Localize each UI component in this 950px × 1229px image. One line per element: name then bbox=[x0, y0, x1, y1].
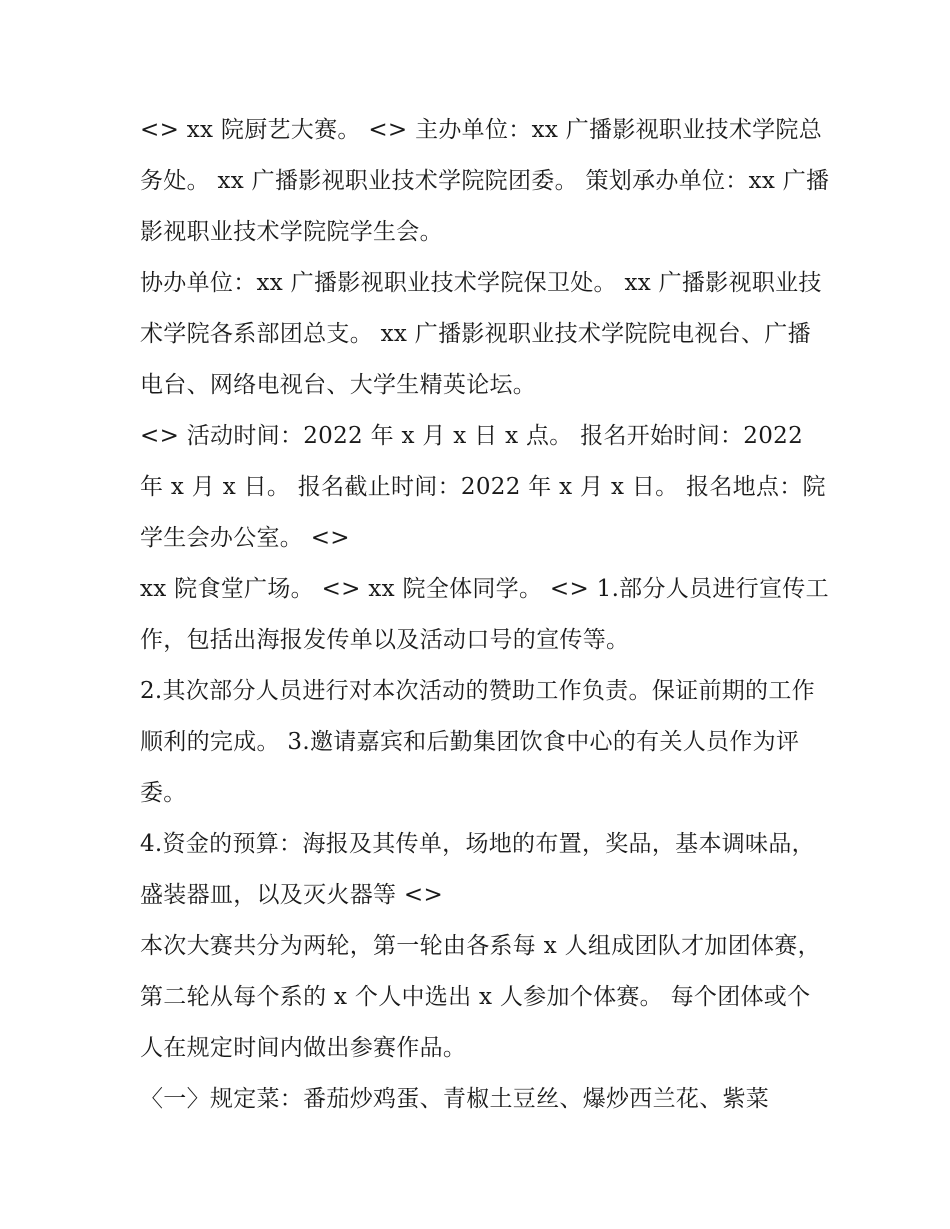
paragraph-organizers: <> xx 院厨艺大赛。 <> 主办单位：xx 广播影视职业技术学院总务处。 xx 广播影视职业技术学院院团委。 策划承办单位：xx 广播影视职业技术学院院学生会。 bbox=[140, 117, 830, 245]
paragraph-schedule: <> 活动时间：2022 年 x 月 x 日 x 点。 报名开始时间：2022 年 x 月 x 日。 报名截止时间：2022 年 x 月 x 日。 报名地点：院学生会办公室。 <> bbox=[140, 423, 826, 551]
paragraph-co-organizers: 协办单位：xx 广播影视职业技术学院保卫处。 xx 广播影视职业技术学院各系部团总支。 xx 广播影视职业技术学院院电视台、广播电台、网络电视台、大学生精英论坛。 bbox=[140, 270, 822, 398]
paragraph-budget: 4.资金的预算：海报及其传单，场地的布置，奖品，基本调味品，盛装器皿，以及灭火器等 <> bbox=[140, 831, 815, 908]
paragraph-venue-participants: xx 院食堂广场。 <> xx 院全体同学。 <> 1.部分人员进行宣传工作，包括出海报发传单以及活动口号的宣传等。 bbox=[140, 576, 829, 653]
paragraph-required-dishes: 〈一〉规定菜：番茄炒鸡蛋、青椒土豆丝、爆炒西兰花、紫菜 bbox=[140, 1086, 770, 1112]
document-body bbox=[140, 105, 830, 1125]
paragraph-sponsorship-judges: 2.其次部分人员进行对本次活动的赞助工作负责。保证前期的工作顺利的完成。 3.邀请嘉宾和后勤集团饮食中心的有关人员作为评委。 bbox=[140, 678, 815, 806]
paragraph-competition-format: 本次大赛共分为两轮，第一轮由各系每 x 人组成团队才加团体赛，第二轮从每个系的 x 个人中选出 x 人参加个体赛。 每个团体或个人在规定时间内做出参赛作品。 bbox=[140, 933, 821, 1061]
